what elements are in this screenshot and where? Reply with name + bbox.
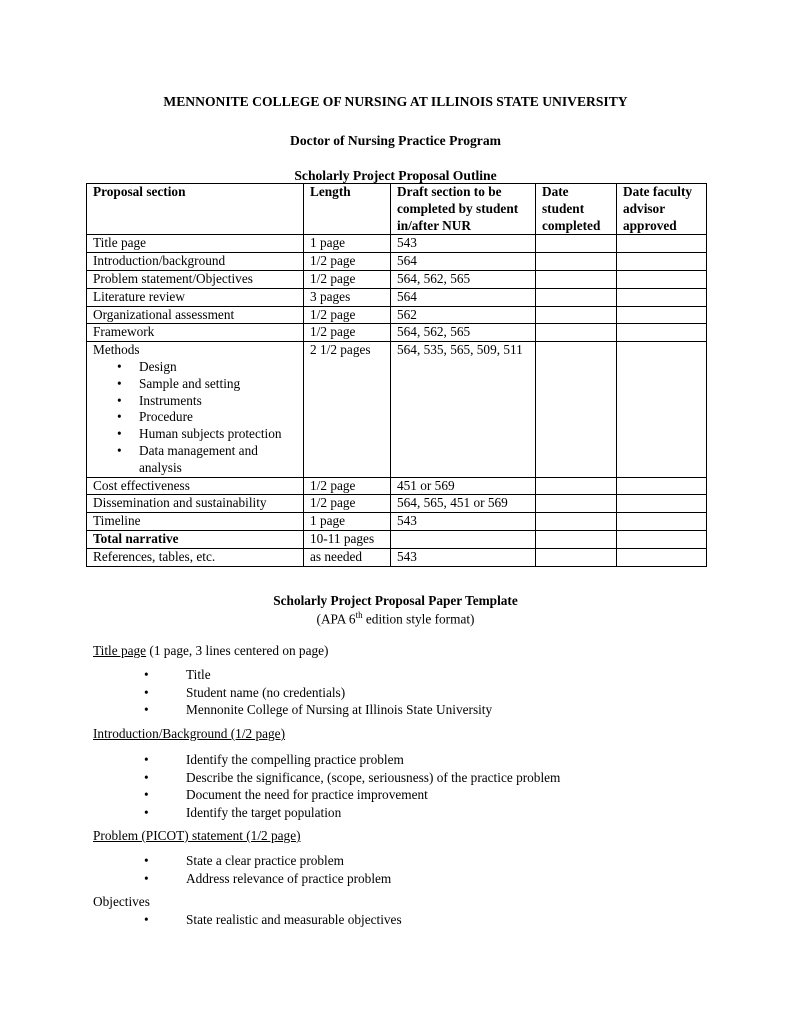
intro-list <box>186 751 560 821</box>
draft-cell: 543 <box>391 235 536 253</box>
table-row <box>87 270 707 288</box>
draft-cell: 562 <box>391 306 536 324</box>
table-row <box>87 288 707 306</box>
draft-cell: 564 <box>391 288 536 306</box>
outline-title: Scholarly Project Proposal Outline <box>294 168 497 183</box>
draft-cell: 564, 562, 565 <box>391 324 536 342</box>
problem-heading: Problem (PICOT) statement (1/2 page) <box>93 828 301 843</box>
list-item: • Procedure <box>139 409 297 426</box>
template-subtitle <box>0 610 791 627</box>
table-row <box>87 324 707 342</box>
list-item: • Instruments <box>139 393 297 410</box>
date-faculty-cell <box>617 270 707 288</box>
list-item: • State a clear practice problem <box>186 852 391 870</box>
draft-cell: 564, 565, 451 or 569 <box>391 495 536 513</box>
list-item: • Design <box>139 359 297 376</box>
draft-cell: 451 or 569 <box>391 477 536 495</box>
list-item: • Describe the significance, (scope, seriousness) of the practice problem <box>186 769 560 787</box>
draft-cell: 564, 535, 565, 509, 511 <box>391 342 536 477</box>
date-faculty-cell <box>617 253 707 271</box>
date-faculty-cell <box>617 477 707 495</box>
date-student-cell <box>536 513 617 531</box>
section-cell: Title page <box>87 235 304 253</box>
list-item: • Student name (no credentials) <box>186 684 492 702</box>
date-faculty-cell <box>617 548 707 566</box>
section-cell: Total narrative <box>87 530 304 548</box>
intro-heading: Introduction/Background (1/2 page) <box>93 726 286 741</box>
draft-cell <box>391 530 536 548</box>
problem-list <box>186 852 391 887</box>
methods-sublist <box>93 359 297 477</box>
subtitle-superscript: th <box>355 610 363 620</box>
date-faculty-cell <box>617 342 707 477</box>
section-cell: Dissemination and sustainability <box>87 495 304 513</box>
section-cell: References, tables, etc. <box>87 548 304 566</box>
table-row <box>87 548 707 566</box>
date-faculty-cell <box>617 235 707 253</box>
list-item: • Document the need for practice improvement <box>186 786 560 804</box>
length-cell: 1 page <box>304 513 391 531</box>
date-student-cell <box>536 288 617 306</box>
length-cell: 1/2 page <box>304 306 391 324</box>
section-cell <box>87 342 304 477</box>
table-row-methods <box>87 342 707 477</box>
template-title: Scholarly Project Proposal Paper Template <box>273 593 518 608</box>
list-item: • Identify the target population <box>186 804 560 822</box>
col-header-date-faculty: Date faculty advisor approved <box>617 184 707 235</box>
col-header-date-student: Date student completed <box>536 184 617 235</box>
date-faculty-cell <box>617 530 707 548</box>
col-header-draft: Draft section to be completed by student in/after NUR <box>391 184 536 235</box>
title-page-note: (1 page, 3 lines centered on page) <box>146 643 329 658</box>
date-student-cell <box>536 306 617 324</box>
length-cell: 1/2 page <box>304 253 391 271</box>
date-faculty-cell <box>617 513 707 531</box>
date-faculty-cell <box>617 288 707 306</box>
objectives-heading: Objectives <box>93 894 150 909</box>
length-cell: 1/2 page <box>304 495 391 513</box>
date-faculty-cell <box>617 306 707 324</box>
length-cell: 10-11 pages <box>304 530 391 548</box>
list-item: • Mennonite College of Nursing at Illinois State University <box>186 701 492 719</box>
date-student-cell <box>536 530 617 548</box>
college-title: MENNONITE COLLEGE OF NURSING AT ILLINOIS STATE UNIVERSITY <box>163 94 628 109</box>
draft-cell: 564 <box>391 253 536 271</box>
date-student-cell <box>536 270 617 288</box>
section-cell: Literature review <box>87 288 304 306</box>
date-student-cell <box>536 324 617 342</box>
draft-cell: 564, 562, 565 <box>391 270 536 288</box>
date-faculty-cell <box>617 495 707 513</box>
list-item: • State realistic and measurable objectives <box>186 911 402 929</box>
table-row <box>87 477 707 495</box>
title-page-list <box>186 666 492 719</box>
title-page-label: Title page <box>93 643 147 658</box>
length-cell: 1/2 page <box>304 270 391 288</box>
section-cell: Framework <box>87 324 304 342</box>
table-row <box>87 495 707 513</box>
list-item: • Identify the compelling practice problem <box>186 751 560 769</box>
date-student-cell <box>536 495 617 513</box>
title-page-heading <box>93 643 328 659</box>
table-header-row <box>87 184 707 235</box>
length-cell: 2 1/2 pages <box>304 342 391 477</box>
table-row <box>87 306 707 324</box>
section-cell: Problem statement/Objectives <box>87 270 304 288</box>
objectives-list <box>186 911 402 929</box>
section-cell: Timeline <box>87 513 304 531</box>
subtitle-prefix: (APA 6 <box>316 611 356 627</box>
proposal-outline-table <box>86 183 707 567</box>
table-row <box>87 253 707 271</box>
length-cell: as needed <box>304 548 391 566</box>
date-student-cell <box>536 342 617 477</box>
length-cell: 1/2 page <box>304 477 391 495</box>
table-row-total <box>87 530 707 548</box>
program-title: Doctor of Nursing Practice Program <box>290 133 501 148</box>
table-row <box>87 235 707 253</box>
length-cell: 1 page <box>304 235 391 253</box>
list-item: • Data management and analysis <box>139 443 297 477</box>
list-item: • Address relevance of practice problem <box>186 870 391 888</box>
length-cell: 3 pages <box>304 288 391 306</box>
date-student-cell <box>536 235 617 253</box>
date-student-cell <box>536 253 617 271</box>
draft-cell: 543 <box>391 548 536 566</box>
methods-label: Methods <box>93 342 140 358</box>
list-item: • Sample and setting <box>139 376 297 393</box>
length-cell: 1/2 page <box>304 324 391 342</box>
date-student-cell <box>536 477 617 495</box>
section-cell: Organizational assessment <box>87 306 304 324</box>
subtitle-suffix: edition style format) <box>362 611 475 627</box>
date-faculty-cell <box>617 324 707 342</box>
draft-cell: 543 <box>391 513 536 531</box>
date-student-cell <box>536 548 617 566</box>
list-item: • Human subjects protection <box>139 426 297 443</box>
section-cell: Cost effectiveness <box>87 477 304 495</box>
section-cell: Introduction/background <box>87 253 304 271</box>
list-item: • Title <box>186 666 492 684</box>
table-row <box>87 513 707 531</box>
col-header-length: Length <box>304 184 391 235</box>
col-header-section: Proposal section <box>87 184 304 235</box>
